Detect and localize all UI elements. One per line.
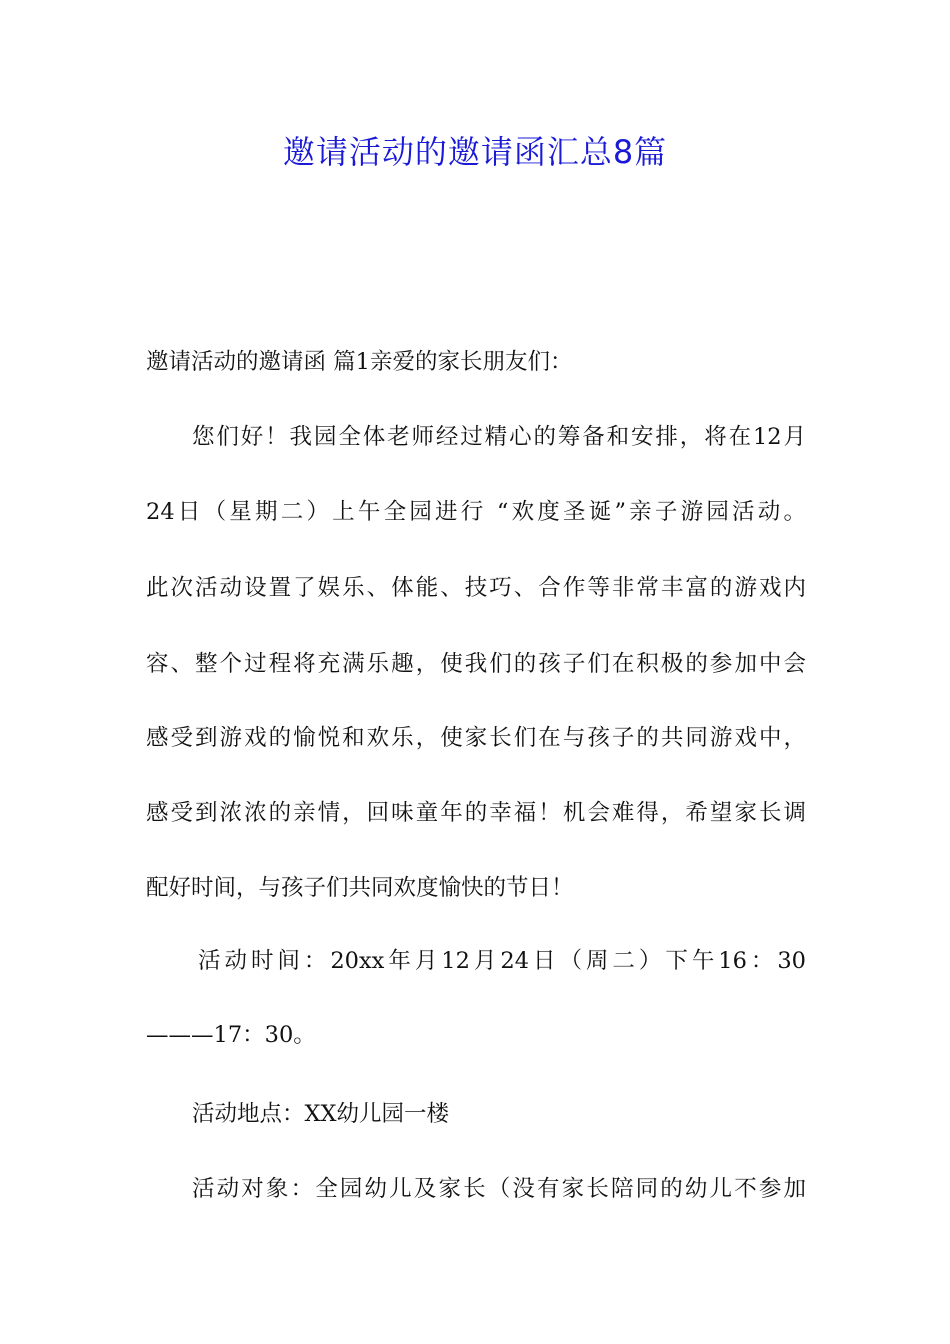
- paragraph-line: 感受到游戏的愉悦和欢乐，使家长们在与孩子的共同游戏中，: [146, 725, 806, 751]
- paragraph-line: 此次活动设置了娱乐、体能、技巧、合作等非常丰富的游戏内: [146, 575, 806, 601]
- document-title: 邀请活动的邀请函汇总8篇: [282, 133, 668, 171]
- activity-time-end: ———17：30。: [146, 1022, 316, 1048]
- activity-time-line: 活动时间：20xx年月12月24日（周二）下午16：30: [198, 948, 806, 974]
- paragraph-line: 配好时间，与孩子们共同欢度愉快的节日！: [146, 875, 574, 901]
- activity-location-line: 活动地点：XX幼儿园一楼: [192, 1101, 450, 1127]
- activity-audience-line: 活动对象：全园幼儿及家长（没有家长陪同的幼儿不参加: [192, 1176, 806, 1202]
- paragraph-line: 感受到浓浓的亲情，回味童年的幸福！机会难得，希望家长调: [146, 800, 806, 826]
- paragraph-line: 24日（星期二）上午全园进行 “欢度圣诞”亲子游园活动。: [146, 499, 806, 525]
- paragraph-line: 容、整个过程将充满乐趣，使我们的孩子们在积极的参加中会: [146, 651, 806, 677]
- paragraph-line-heading: 邀请活动的邀请函 篇1亲爱的家长朋友们：: [146, 349, 573, 375]
- paragraph-line: 您们好！我园全体老师经过精心的筹备和安排，将在12月: [192, 424, 806, 450]
